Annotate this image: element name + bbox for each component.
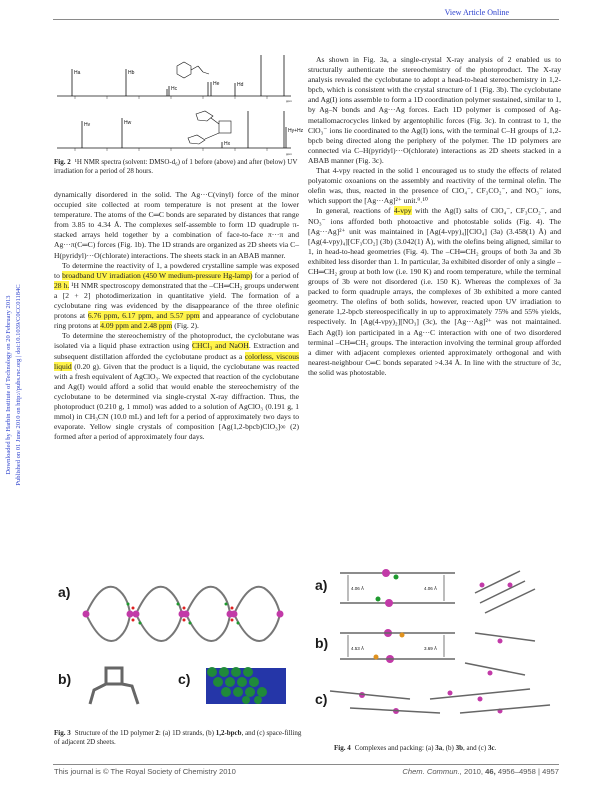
right-column-text <box>308 55 561 378</box>
text-run: for a period of <box>252 270 299 280</box>
text-run: Complexes and packing: (a) <box>354 744 436 752</box>
footer-citation <box>402 767 559 776</box>
footer-rule <box>53 764 559 765</box>
text-run: In general, reactions of <box>316 206 394 216</box>
highlight-28h[interactable]: 28 h. <box>54 280 70 290</box>
text-run: To determine the reactivity of 1, a powdered crystalline sample was exposed to <box>54 260 299 280</box>
footer-volume: 46, <box>485 767 496 776</box>
left-paragraph-1: dynamically disordered in the solid. The Ag···C(vinyl) force of the minor occupied site collected at room temperature is not present at the lower temperature. The atoms of the C═C bonds are separated by distances that range from 3.85 to 4.34 Å. The complexes self-assemble to form 1D quadruple π-stacked arrays held together by a combination of face-to-face π···π and Ag···π(C═C) forces (Fig. 1b). The 1D strands are organized as 2D sheets via C–H(pyridyl)···O(chlorate) interactions. The sheets stack in an ABAB manner. <box>54 190 299 260</box>
bottom-molecule-icon <box>188 111 231 144</box>
fig4b-distance-right: 3.69 Å <box>424 646 438 651</box>
fig2-caption-text: ¹H NMR spectra (solvent: DMSO-d₆) of 1 before (above) and after (below) UV irradiation for a period of 28 hours. <box>54 158 298 176</box>
fig4-label: Fig. 4 <box>334 744 351 752</box>
highlight-viscous-liquid[interactable]: colorless, viscous liquid <box>54 351 300 371</box>
fig3c-space-filling <box>206 667 286 704</box>
fig2-caption <box>54 158 299 177</box>
fig4a-complex <box>340 571 535 613</box>
sidebar-downloaded-line[interactable]: Downloaded by Harbin Institute of Technology on 20 February 2013 <box>5 295 12 475</box>
fig4-panel-c-label: c) <box>315 691 328 707</box>
text-run: 1,2-bpcb <box>215 729 242 737</box>
footer-page-number: 4957 <box>542 767 559 776</box>
sidebar-text <box>4 284 24 485</box>
highlight-cyclobutane-ppm[interactable]: 4.09 ppm and 2.48 ppm <box>100 321 173 331</box>
fig3-panel-c-label: c) <box>178 671 191 687</box>
fig4a-distance-left: 4.06 Å <box>351 586 365 591</box>
nmr-spectra-svg <box>55 52 304 156</box>
label-hx: Hx <box>224 141 231 147</box>
fig3-panel-a-label: a) <box>58 584 71 600</box>
text-run: (0.20 g). Given that the product is a liquid, the cyclobutane was reacted with a fresh equivalent of AgClO₃. We expected that reaction of the cyclobutane and Ag(I) would afford a solid that would enable the stereochemistry of the cyclobutane to be determined via single-crystal X-ray diffraction. Thus, the photoproduct (0.210 g, 1 mmol) was added to a solution of AgClO₃ (0.191 g, 1 mmol) in CH₃CN (10.0 mL) and left for a period of approximately two days to evaporate. Yellow single crystals of composition [Ag(1,2-bpcb)ClO₃]∞ (2) formed after a period of approximately four days. <box>54 361 299 442</box>
left-column-text <box>54 190 299 442</box>
left-paragraph-3 <box>54 331 299 442</box>
right-paragraph-2: That 4-vpy reacted in the solid 1 encouraged us to study the effects of related polyatomic oxoanions on the assembly and reactivity of the terminal olefin. The olefin was, thus, reacted in the presence of ClO₄⁻, CF₃CO₂⁻, and NO₃⁻ ions, which support the [Ag···Ag]²⁺ unit.⁹˒¹⁰ <box>308 166 561 206</box>
text-run: . Extraction and subsequent distillation afforded the cyclobutane product as a <box>54 341 299 361</box>
label-hyhz: Hy+Hz <box>288 128 304 134</box>
label-hb: Hb <box>128 70 135 76</box>
fig4-panel-b-label: b) <box>315 635 329 651</box>
highlight-chcl3-naoh[interactable]: CHCl₃ and NaOH <box>191 341 249 351</box>
footer-year: 2010, <box>464 767 484 776</box>
text-run: : (a) 1D strands, (b) <box>158 729 216 737</box>
text-run: 3c <box>487 744 495 752</box>
label-hd: Hd <box>237 82 244 88</box>
text-run: 2 <box>155 729 159 737</box>
nmr-bottom-spectrum <box>57 111 291 151</box>
fig2-nmr-spectra <box>55 52 304 156</box>
text-run: , (b) <box>442 744 456 752</box>
text-run: with the Ag(I) salts of ClO₄⁻, CF₃CO₂⁻, and NO₃⁻ ions afforded both photoactive and photostable solids (Fig. 4). The [Ag···Ag]²⁺ unit was maintained in [Ag(4-vpy)₄][ClO₄] (3a) (3.458(1) Å) and [Ag(4-vpy)₄][CF₃CO₂] (3b) (3.042(1) Å), with the olefins being aligned, similar to 1, in head-to-head geometries (Fig. 4). The –CH═CH₂ groups of both 3a and 3b exhibited less disorder than 1. In particular, 3a exhibited disorder of only a single –CH═CH₂ group at both low (i.e. 190 K) and room temperature, while the terminal groups of 3b were not disordered (i.e. 150 K). Whereas the complexes of 3a packed to form quadruple arrays, the complexes of 3b exhibited a more canted geometry. The olefins of both solids, however, reacted upon UV irradiation to generate 1,2-bpcb stereospecifically in up to approximately 75% and 55% yields, respectively. In [Ag(4-vpy)₂][NO₃] (3c), the [Ag···Ag]²⁺ was not maintained. Each Ag(I) ion participated in a Ag···C interaction with one of two disordered terminal –CH═CH₂ groups. The interaction involving the terminal group afforded a dimer with adjacent complexes oriented approximately orthogonal and with nearest-neighbour C═C bonds separated >4.34 Å. In line with the structure of 3c, the solid was photostable. <box>308 206 561 377</box>
bottom-axis-unit: ppm <box>286 152 292 156</box>
top-ticks <box>75 96 267 99</box>
text-run: (Fig. 2). <box>172 321 199 331</box>
footer-copyright: This journal is © The Royal Society of Chemistry 2010 <box>54 767 236 776</box>
fig4b-complex <box>340 633 535 675</box>
text-run: To determine the stereochemistry of the photoproduct, the cyclobutane was isolated via a liquid phase extraction using <box>54 331 299 351</box>
fig3a-silver-atoms <box>83 611 284 618</box>
label-hc: Hc <box>171 86 178 92</box>
fig4-caption <box>334 744 564 753</box>
fig3-panel-b-label: b) <box>58 671 72 687</box>
text-run: Structure of the 1D polymer <box>74 729 156 737</box>
footer-journal: Chem. Commun., <box>402 767 462 776</box>
right-paragraph-1: As shown in Fig. 3a, a single-crystal X-ray analysis of 2 enabled us to structurally authenticate the stereochemistry of the photoproduct. The X-ray analysis revealed the cyclobutane to adopt a head-to-head stereochemistry in 1,2-bpcb, which is consistent with the crystal structure of 1 (Fig. 3b). The cyclobutane and Ag(I) ions assemble to form a 1D coordination polymer sustained, similar to 1, by Ag–N bonds and Ag···Ag forces. Each 1D polymer is composed of Ag-metallomacrocycles linked by argentophilic forces (Fig. 3c). In contrast to 1, the ClO₃⁻ ions lie coordinated to the Ag(I) ions, with the terminal C–H groups of 1,2-bpcb being directed along the periphery of the polymer. The 1D polymers are connected via C–H(pyridyl)···O(chlorate) interactions as 2D sheets stacked in a ABAB manner (Fig. 3c). <box>308 55 561 165</box>
top-molecule-icon <box>177 62 209 78</box>
highlight-4vpy[interactable]: 4-vpy <box>393 206 412 216</box>
fig4-structure-svg <box>310 563 560 723</box>
right-paragraph-3 <box>308 206 561 378</box>
label-hv: Hv <box>84 122 91 128</box>
highlight-olefinic-ppm[interactable]: 6.76 ppm, 6.17 ppm, and 5.57 ppm <box>87 311 200 321</box>
fig3-image <box>56 576 300 704</box>
bottom-ticks <box>75 148 267 151</box>
label-he: He <box>213 81 220 87</box>
top-axis-unit: ppm <box>286 99 292 103</box>
text-run: ¹H NMR spectroscopy demonstrated that the –CH═CH₂ groups underwent a [2 + 2] photodimerization in quantitative yield. The formation of a cyclobutane ring was evidenced by the disappearance of the three olefinic protons at <box>54 280 300 321</box>
fig4a-chlorate <box>376 575 399 602</box>
text-run: , and (c) space-filling of adjacent 2D sheets. <box>54 729 302 747</box>
footer-separator: | <box>537 767 540 776</box>
nmr-top-spectrum <box>57 55 291 99</box>
fig4b-distance-left: 4.53 Å <box>351 646 365 651</box>
fig3b-bpcb <box>90 668 138 704</box>
footer-pages: 4956–4958 <box>497 767 536 776</box>
label-hw: Hw <box>124 120 132 126</box>
sidebar-published-line[interactable]: Published on 01 June 2010 on http://pubs.rsc.org | doi:10.1039/C0CC01184C <box>15 284 22 486</box>
fig4-image <box>310 563 560 723</box>
text-run: and appearance of cyclobutane ring protons at <box>54 311 299 331</box>
fig2-label: Fig. 2 <box>54 158 71 166</box>
fig4a-distance-right: 4.06 Å <box>424 586 438 591</box>
text-run: . <box>494 744 497 752</box>
left-paragraph-2 <box>54 261 299 332</box>
header-rule <box>53 19 559 20</box>
text-run: 3a <box>435 744 443 752</box>
highlight-uv-irradiation[interactable]: broadband UV irradiation (450 W medium-pressure Hg-lamp) <box>62 270 253 280</box>
view-article-online-link[interactable]: View Article Online <box>444 8 509 17</box>
fig3-label: Fig. 3 <box>54 729 71 737</box>
text-run: , and (c) <box>463 744 488 752</box>
fig4-panel-a-label: a) <box>315 577 328 593</box>
label-ha: Ha <box>74 70 81 76</box>
download-sidebar <box>3 220 25 550</box>
fig3-caption <box>54 729 302 748</box>
text-run: 3b <box>455 744 464 752</box>
